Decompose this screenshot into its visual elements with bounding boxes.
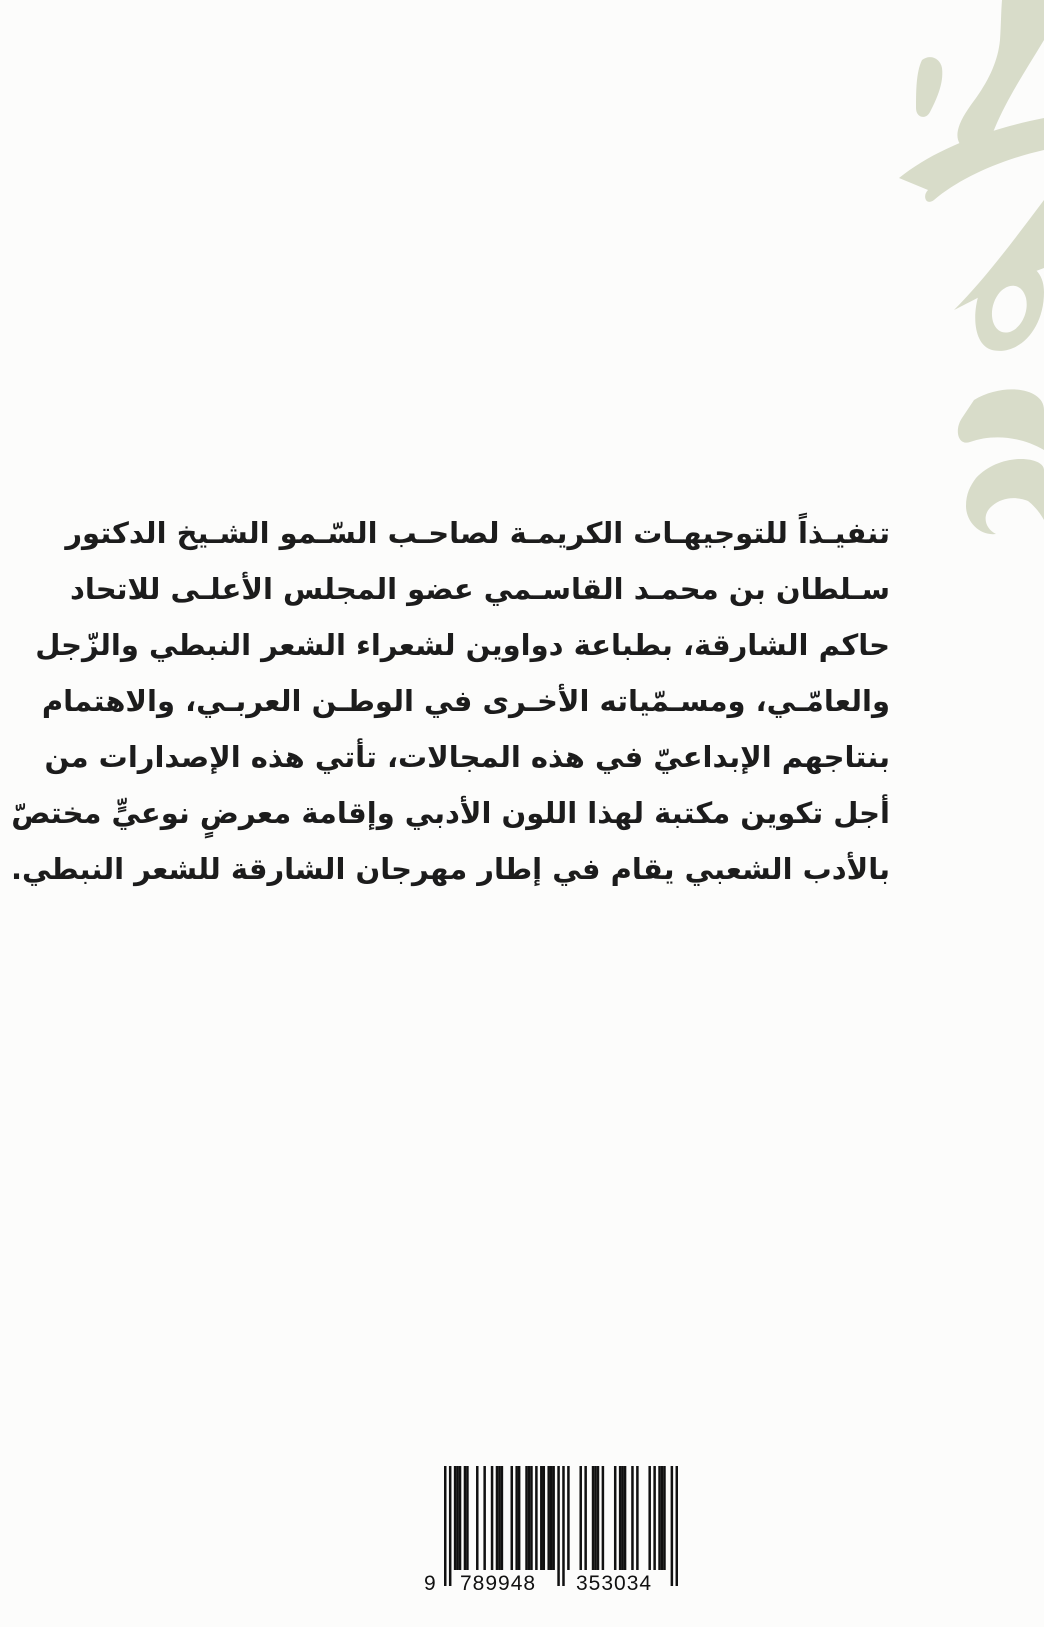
barcode-bar (592, 1466, 595, 1570)
barcode-bar (550, 1466, 553, 1570)
barcode-bar (543, 1466, 546, 1570)
barcode-bar (619, 1466, 622, 1570)
isbn-right-group: 353034 (576, 1572, 653, 1595)
barcode-bar (444, 1466, 447, 1586)
isbn-number (424, 1572, 684, 1596)
barcode-bar (501, 1466, 504, 1570)
paragraph-line: أجل تكوين مكتبة لهذا اللون الأدبي وإقامة معرضٍ نوعيٍّ مختصّ (11, 796, 890, 830)
barcode-bar (663, 1466, 666, 1570)
barcode-bar (676, 1466, 678, 1586)
barcode-bar (653, 1466, 656, 1570)
barcode-bar (597, 1466, 600, 1570)
barcode-bar (535, 1466, 538, 1570)
barcode-bar (496, 1466, 499, 1570)
isbn-first-digit: 9 (424, 1572, 437, 1595)
barcode-bar (624, 1466, 627, 1570)
barcode-bar (464, 1466, 467, 1570)
paragraph-line: سـلطان بن محمـد القاسـمي عضو المجلس الأعلـى للاتحاد (69, 572, 890, 606)
barcode-bar (557, 1466, 560, 1586)
barcode-bar (511, 1466, 514, 1570)
barcode-bar (525, 1466, 528, 1570)
barcode-bar (454, 1466, 457, 1570)
barcode-bar (594, 1466, 597, 1570)
barcode-bar (540, 1466, 543, 1570)
barcode-bar (584, 1466, 587, 1570)
barcode-bar (456, 1466, 459, 1570)
barcode-bar (476, 1466, 479, 1570)
barcode-bar (483, 1466, 486, 1570)
paragraph-line: تنفيـذاً للتوجيهـات الكريمـة لصاحـب السّـمو الشـيخ الدكتور (65, 516, 890, 550)
barcode-bar (466, 1466, 469, 1570)
barcode-bar (491, 1466, 494, 1570)
paragraph-line: والعامّـي، ومسـمّياته الأخـرى في الوطـن العربـي، والاهتمام (41, 684, 890, 718)
barcode-bar (636, 1466, 639, 1570)
barcode-bar (602, 1466, 605, 1570)
barcode-bar (562, 1466, 565, 1586)
barcode-bar (547, 1466, 550, 1570)
barcode-icon (444, 1466, 678, 1586)
barcode-bar (661, 1466, 664, 1570)
barcode-bar (579, 1466, 582, 1570)
barcode-bar (658, 1466, 661, 1570)
barcode-bar (552, 1466, 555, 1570)
barcode-bar (498, 1466, 501, 1570)
barcode-bar (671, 1466, 674, 1586)
barcode-bar (518, 1466, 521, 1570)
description-paragraph (10, 505, 890, 897)
barcode-bar (459, 1466, 462, 1570)
barcode-bar (621, 1466, 624, 1570)
barcode-bar (530, 1466, 533, 1570)
paragraph-line: بالأدب الشعبي يقام في إطار مهرجان الشارقة للشعر النبطي. (10, 852, 890, 886)
isbn-left-group: 789948 (460, 1572, 537, 1595)
barcode-bar (449, 1466, 452, 1586)
barcode-bar (631, 1466, 634, 1570)
barcode-bar (614, 1466, 617, 1570)
paragraph-line: بنتاجهم الإبداعيّ في هذه المجالات، تأتي هذه الإصدارات من (44, 740, 890, 774)
barcode-bar (648, 1466, 651, 1570)
paragraph-line: حاكم الشارقة، بطباعة دواوين لشعراء الشعر النبطي والزّجل (35, 628, 890, 662)
calligraphy-decoration-icon (744, 0, 1044, 560)
barcode-bar (528, 1466, 531, 1570)
barcode-bar (567, 1466, 570, 1570)
barcode-bar (515, 1466, 518, 1570)
